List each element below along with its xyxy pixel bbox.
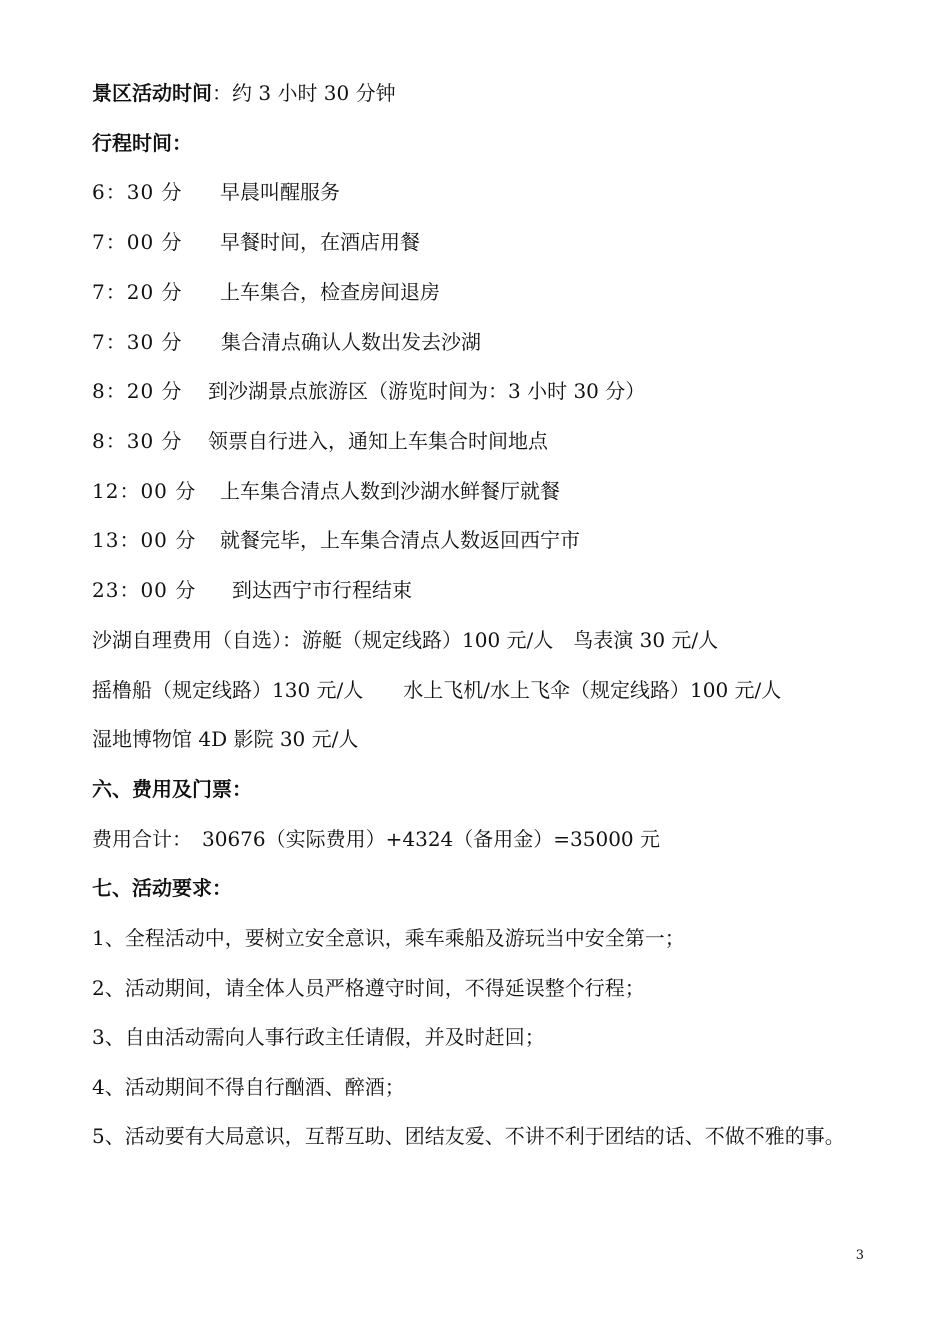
itinerary-time: 7：20 分 xyxy=(92,280,183,304)
requirement-item: 4、活动期间不得自行酗酒、醉酒； xyxy=(92,1075,405,1099)
itinerary-text: 上车集合，检查房间退房 xyxy=(220,280,440,304)
itinerary-row xyxy=(92,178,882,206)
requirement-item: 2、活动期间，请全体人员严格遵守时间，不得延误整个行程； xyxy=(92,976,645,1000)
requirement-item: 5、活动要有大局意识，互帮互助、团结友爱、不讲不利于团结的话、不做不雅的事。 xyxy=(92,1124,845,1148)
itinerary-text: 上车集合清点人数到沙湖水鲜餐厅就餐 xyxy=(220,479,560,503)
activity-time-label: 景区活动时间 xyxy=(92,81,212,105)
itinerary-heading: 行程时间： xyxy=(92,131,192,155)
itinerary-time: 6：30 分 xyxy=(92,180,183,204)
itinerary-row xyxy=(92,427,882,455)
itinerary-time: 7：00 分 xyxy=(92,230,183,254)
self-pay-line-1: 沙湖自理费用（自选）：游艇（规定线路）100 元/人 鸟表演 30 元/人 xyxy=(92,628,719,652)
itinerary-text: 早晨叫醒服务 xyxy=(220,180,340,204)
activity-time-value: ：约 3 小时 30 分钟 xyxy=(212,81,396,105)
self-pay-line-2: 摇橹船（规定线路）130 元/人 水上飞机/水上飞伞（规定线路）100 元/人 xyxy=(92,678,782,702)
activity-time-line xyxy=(92,79,882,107)
itinerary-text: 到达西宁市行程结束 xyxy=(232,578,412,602)
itinerary-row xyxy=(92,328,882,356)
section7-heading: 七、活动要求： xyxy=(92,876,232,900)
section6-total: 费用合计： 30676（实际费用）+4324（备用金）=35000 元 xyxy=(92,827,661,851)
itinerary-row xyxy=(92,576,882,604)
requirement-item: 3、自由活动需向人事行政主任请假，并及时赶回； xyxy=(92,1025,545,1049)
itinerary-text: 领票自行进入，通知上车集合时间地点 xyxy=(208,429,548,453)
section6-heading: 六、费用及门票： xyxy=(92,777,252,801)
itinerary-row xyxy=(92,377,882,405)
itinerary-row xyxy=(92,477,882,505)
itinerary-time: 12：00 分 xyxy=(92,479,197,503)
itinerary-text: 集合清点确认人数出发去沙湖 xyxy=(221,330,481,354)
itinerary-row xyxy=(92,278,882,306)
self-pay-line-3: 湿地博物馆 4D 影院 30 元/人 xyxy=(92,727,359,751)
itinerary-text: 早餐时间，在酒店用餐 xyxy=(220,230,420,254)
itinerary-time: 7：30 分 xyxy=(92,330,183,354)
itinerary-time: 8：30 分 xyxy=(92,429,183,453)
itinerary-row xyxy=(92,228,882,256)
itinerary-text: 就餐完毕，上车集合清点人数返回西宁市 xyxy=(220,528,580,552)
itinerary-row xyxy=(92,526,882,554)
itinerary-time: 8：20 分 xyxy=(92,379,183,403)
requirement-item: 1、全程活动中，要树立安全意识，乘车乘船及游玩当中安全第一； xyxy=(92,926,685,950)
page-number: 3 xyxy=(855,1248,864,1263)
itinerary-time: 23：00 分 xyxy=(92,578,197,602)
itinerary-time: 13：00 分 xyxy=(92,528,197,552)
itinerary-text: 到沙湖景点旅游区（游览时间为：3 小时 30 分） xyxy=(208,379,646,403)
